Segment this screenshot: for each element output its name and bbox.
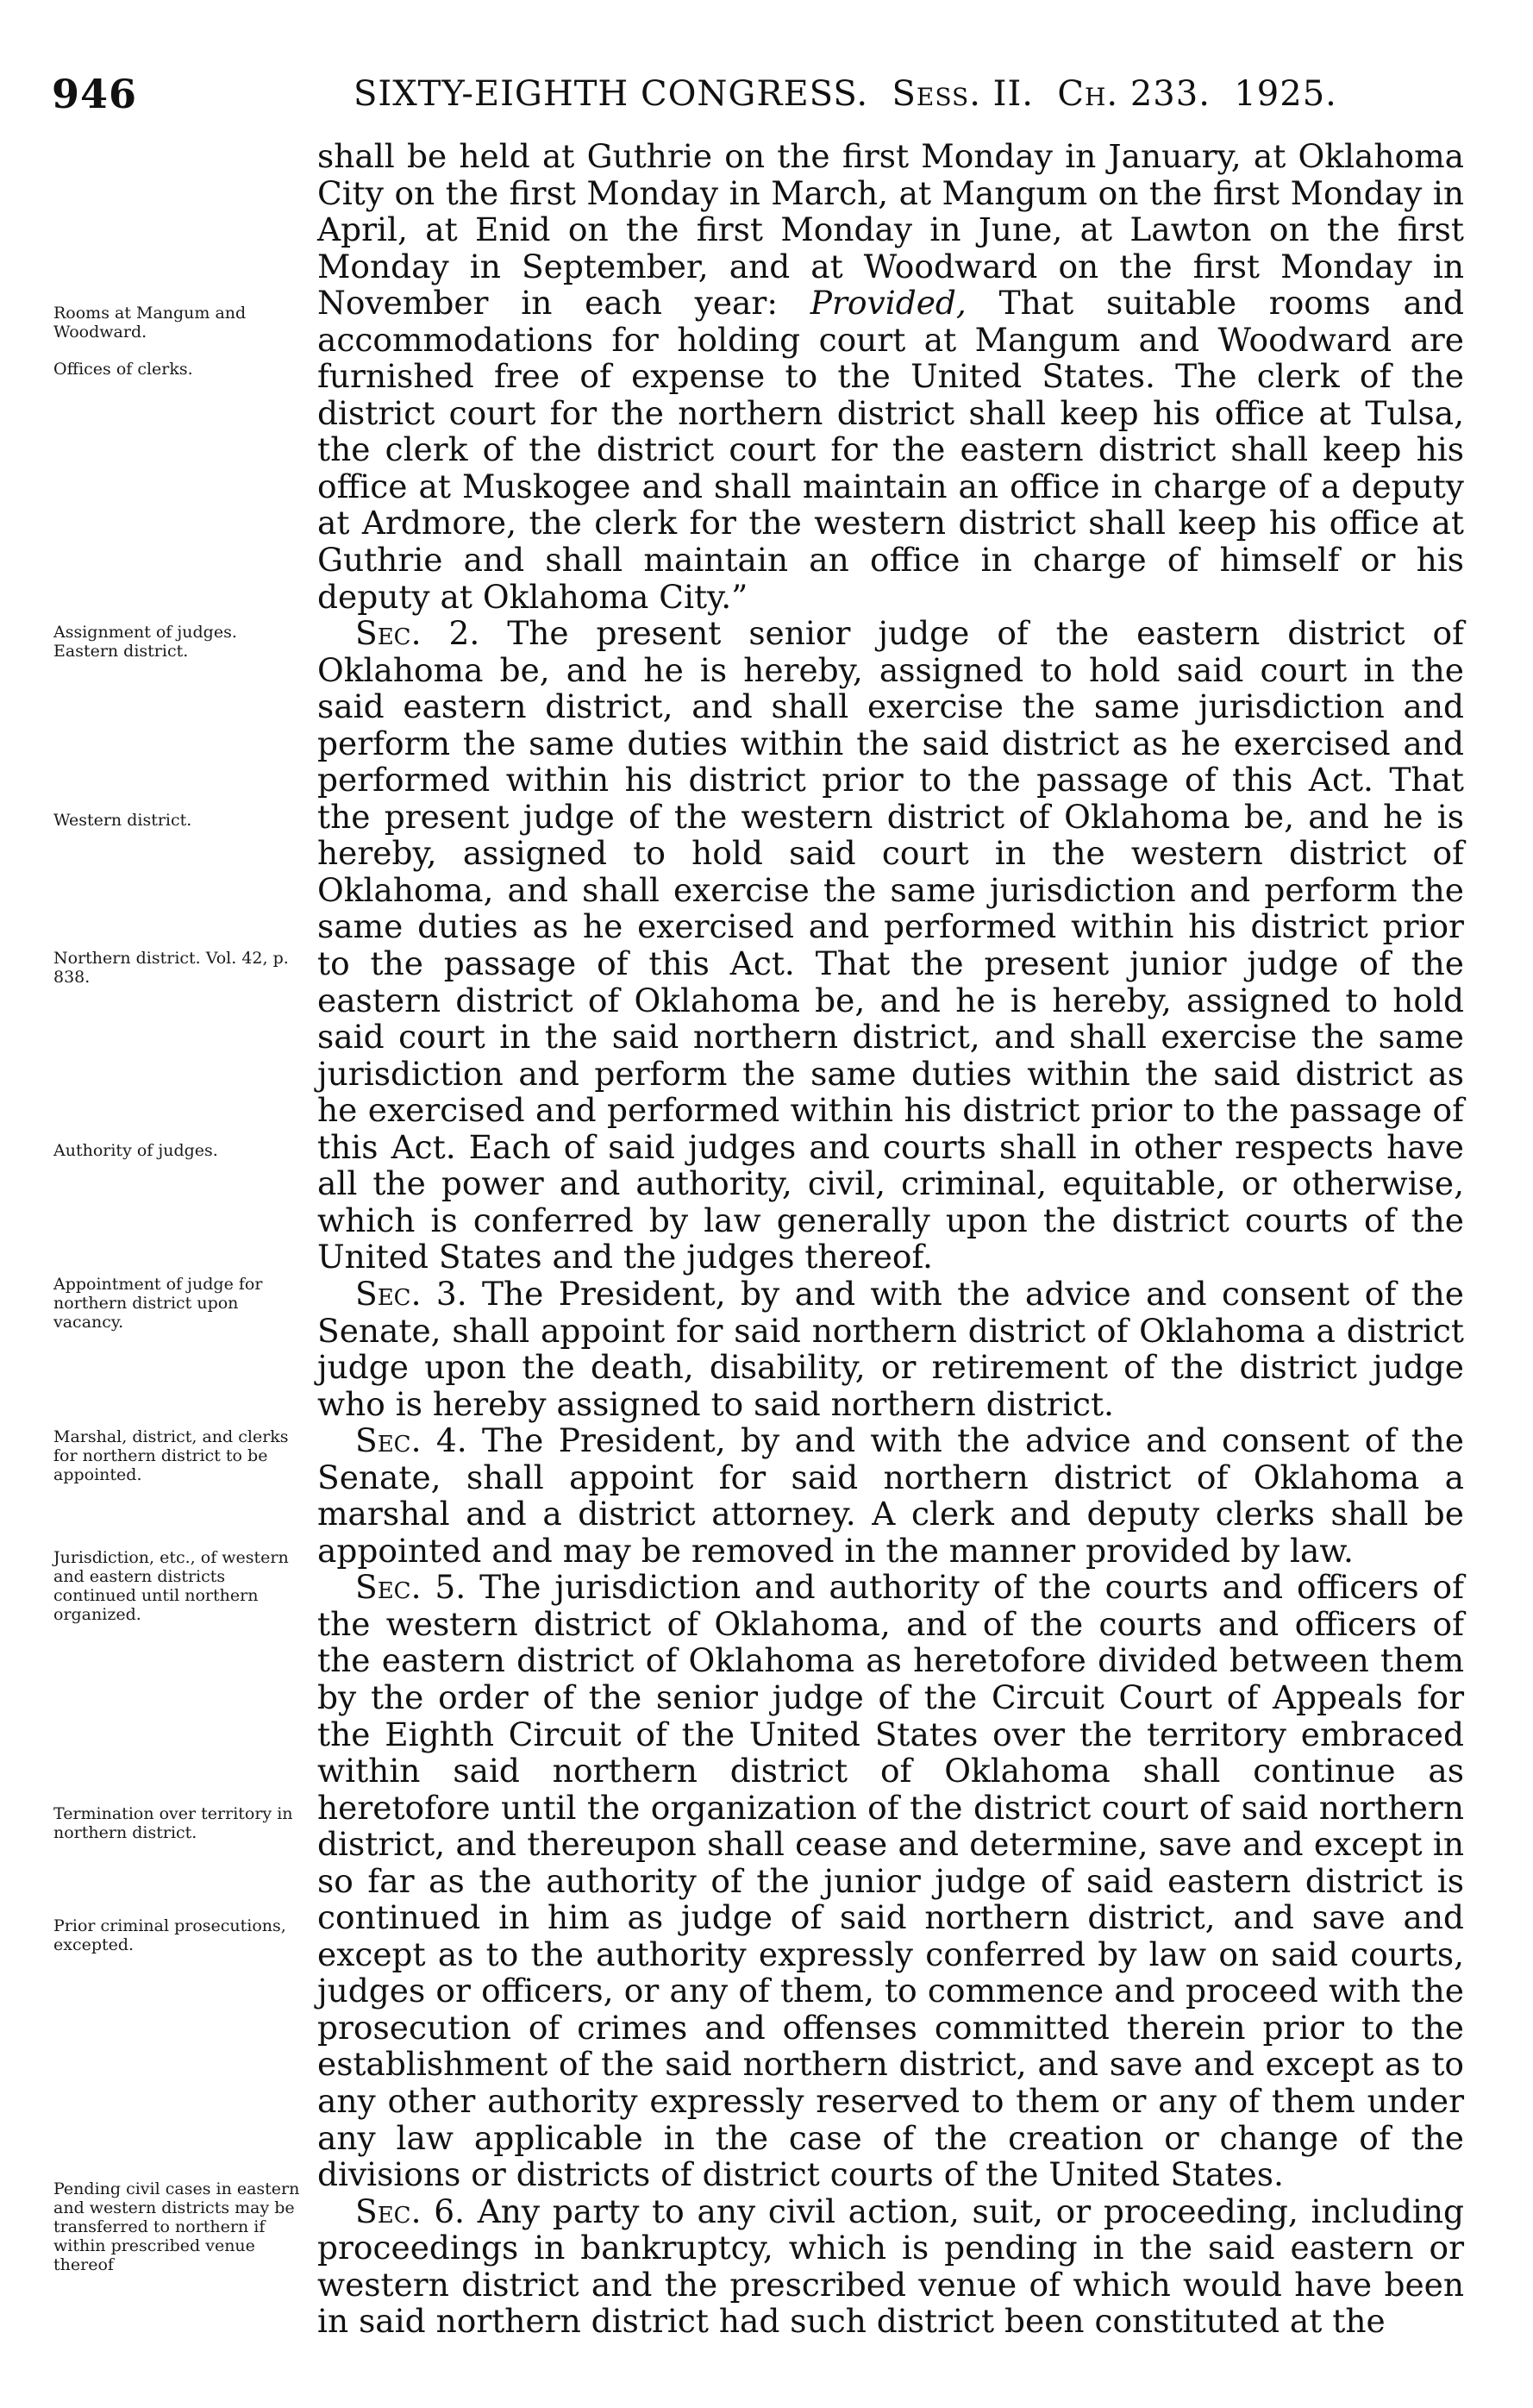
- margin-note-termination: Termination over territory in northern district.: [53, 1804, 293, 1842]
- paragraph-continued: shall be held at Guthrie on the first Monday in January, at Oklahoma City on the first Monday in March, at Mangum on the first Monday in April, at Enid on the first Monday in June, at Lawton on the first Monday in September, and at Woodward on the first Monday in November in each year: Provided, That suitable rooms and accommodations for holding court at Mangum and Woodward are furnished free of expense to the United States. The clerk of the district court for the northern district shall keep his office at Tulsa, the clerk of the district court for the eastern district shall keep his office at Muskogee and shall maintain an office in charge of a deputy at Ardmore, the clerk for the western district shall keep his office at Guthrie and shall maintain an office in charge of himself or his deputy at Oklahoma City.”: [317, 137, 1464, 616]
- margin-note-prior-criminal: Prior criminal prosecutions, excepted.: [53, 1916, 286, 1954]
- running-head: [354, 74, 1337, 114]
- page-number: 946: [52, 71, 138, 117]
- margin-note-western: Western district.: [53, 811, 192, 830]
- congress-title: SIXTY-EIGHTH CONGRESS.: [354, 74, 869, 114]
- statute-text: [317, 138, 1464, 2340]
- chapter-label: Ch. 233.: [1057, 74, 1211, 114]
- section-label: Sec. 2.: [355, 614, 480, 653]
- section-label: Sec. 5.: [355, 1568, 466, 1607]
- margin-note-northern: Northern district. Vol. 42, p. 838.: [53, 949, 289, 987]
- section-label: Sec. 6.: [355, 2192, 465, 2230]
- section-2: Sec. 2. The present senior judge of the eastern district of Oklahoma be, and he is hereby, assigned to hold said court in the said eastern district, and shall exercise the same jurisdiction and perform the same duties within the said district as he exercised and performed within his district prior to the passage of this Act. That the present judge of the western district of Oklahoma be, and he is hereby, assigned to hold said court in the western district of Oklahoma, and shall exercise the same jurisdiction and perform the same duties as he exercised and performed within his district prior to the passage of this Act. That the present junior judge of the eastern district of Oklahoma be, and he is hereby, assigned to hold said court in the said northern district, and shall exercise the same jurisdiction and perform the same duties within the said district as he exercised and performed within his district prior to the passage of this Act. Each of said judges and courts shall in other respects have all the power and authority, civil, criminal, equitable, or otherwise, which is conferred by law generally upon the district courts of the United States and the judges thereof.: [317, 614, 1465, 1276]
- margin-note-jurisdiction: Jurisdiction, etc., of western and eastern districts continued until northern organized.: [53, 1548, 289, 1624]
- year-label: 1925.: [1234, 74, 1337, 114]
- section-label: Sec. 3.: [355, 1274, 467, 1313]
- margin-note-authority: Authority of judges.: [53, 1141, 218, 1160]
- section-4: Sec. 4. The President, by and with the advice and consent of the Senate, shall appoint for said northern district of Oklahoma a marshal and a district attorney. A clerk and deputy clerks shall be appointed and may be removed in the manner provided by law.: [317, 1421, 1464, 1570]
- margin-note-marshal: Marshal, district, and clerks for northern district to be appointed.: [53, 1427, 289, 1484]
- margin-note-assignment: Assignment of judges. Eastern district.: [53, 623, 237, 661]
- section-3: Sec. 3. The President, by and with the advice and consent of the Senate, shall appoint for said northern district of Oklahoma a district judge upon the death, disability, or retirement of the district judge who is hereby assigned to said northern district.: [317, 1274, 1464, 1423]
- section-5: Sec. 5. The jurisdiction and authority of the courts and officers of the western district of Oklahoma, and of the courts and officers of the eastern district of Oklahoma as heretofore divided between them by the order of the senior judge of the Circuit Court of Appeals for the Eighth Circuit of the United States over the territory embraced within said northern district of Oklahoma shall continue as heretofore until the organization of the district court of said northern district, and thereupon shall cease and determine, save and except in so far as the authority of the junior judge of said eastern district is continued in him as judge of said northern district, and save and except as to the authority expressly conferred by law on said courts, judges or officers, or any of them, to commence and proceed with the prosecution of crimes and offenses committed therein prior to the establishment of the said northern district, and save and except as to any other authority expressly reserved to them or any of them under any law applicable in the case of the creation or change of the divisions or districts of district courts of the United States.: [317, 1568, 1464, 2194]
- margin-note-pending-civil: Pending civil cases in eastern and western districts may be transferred to northern if within prescribed venue thereof: [53, 2179, 300, 2274]
- section-6: Sec. 6. Any party to any civil action, suit, or proceeding, including proceedings in bankruptcy, which is pending in the said eastern or western district and the prescribed venue of which would have been in said northern district had such district been constituted at the: [317, 2192, 1464, 2341]
- margin-note-appointment: Appointment of judge for northern district upon vacancy.: [53, 1275, 263, 1332]
- section-label: Sec. 4.: [355, 1421, 467, 1460]
- proviso-word: Provided,: [810, 284, 967, 323]
- session-label: Sess. II.: [892, 74, 1034, 114]
- margin-note-offices: Offices of clerks.: [53, 360, 193, 379]
- page-header: [52, 43, 1483, 138]
- margin-note-rooms: Rooms at Mangum and Woodward.: [53, 304, 247, 342]
